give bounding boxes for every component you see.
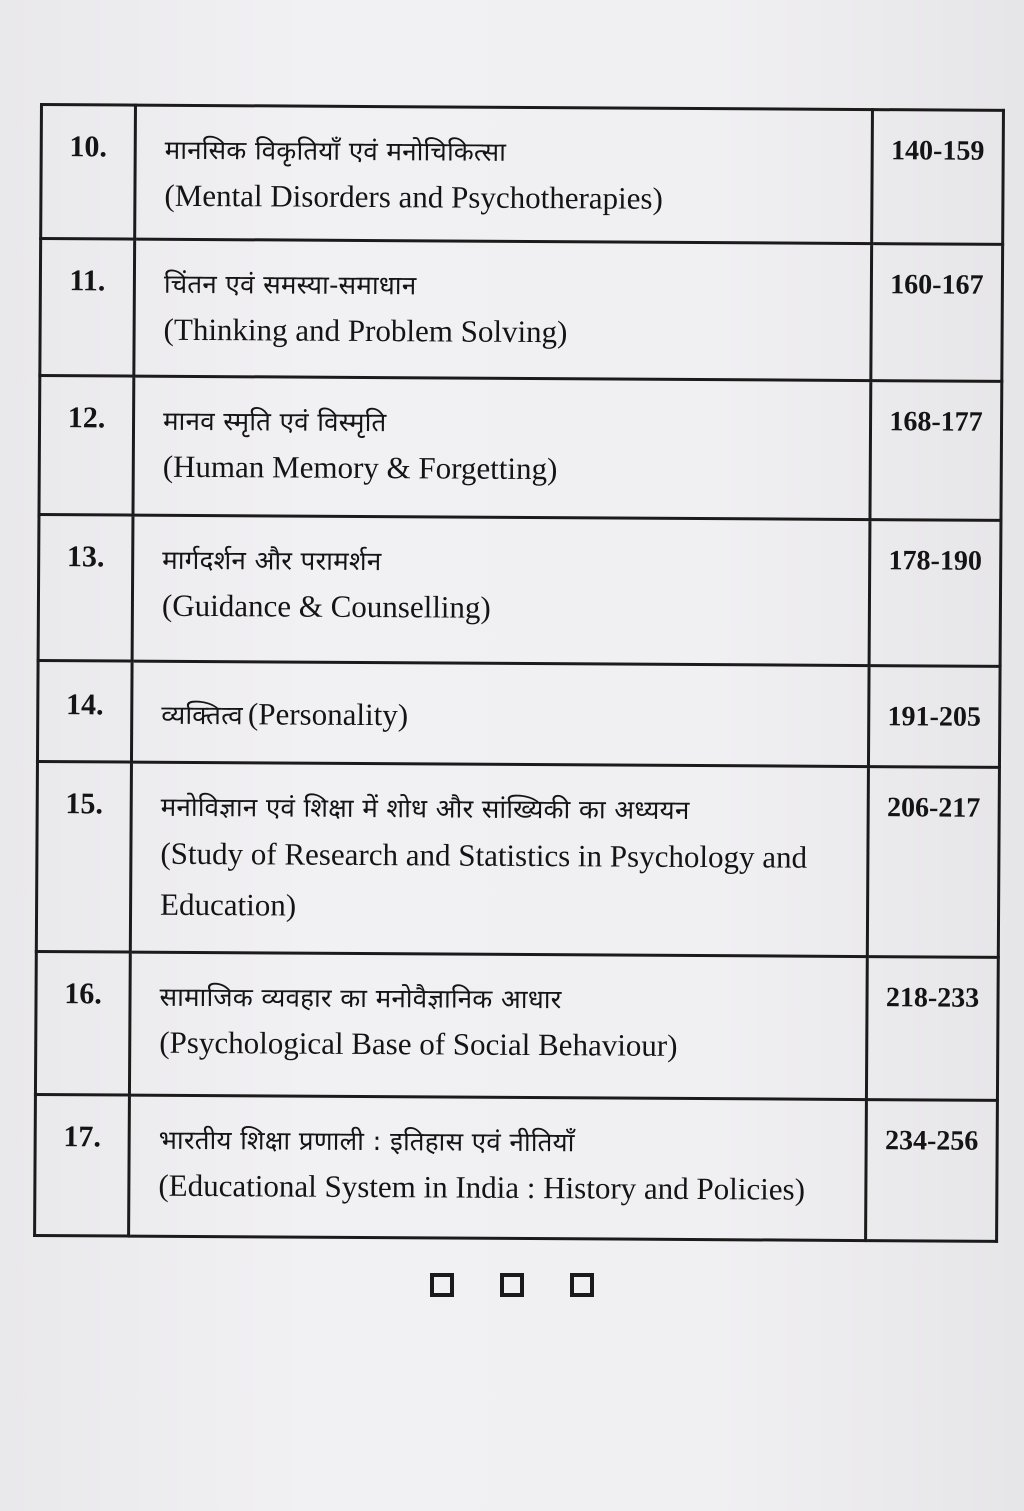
chapter-title-hindi: व्यक्तित्व bbox=[161, 700, 243, 732]
chapter-title-english: (Personality) bbox=[247, 696, 409, 733]
chapter-number: 11. bbox=[40, 239, 135, 377]
toc-row bbox=[41, 105, 1004, 245]
table-of-contents bbox=[33, 103, 1005, 1243]
page-range: 234-256 bbox=[866, 1100, 998, 1242]
toc-row bbox=[37, 660, 1000, 767]
chapter-title-english: (Mental Disorders and Psychotherapies) bbox=[164, 177, 663, 216]
page-range: 206-217 bbox=[867, 767, 999, 958]
page-range: 168-177 bbox=[870, 381, 1002, 521]
chapter-title-english: (Guidance & Counselling) bbox=[161, 587, 491, 625]
page-range: 160-167 bbox=[871, 244, 1003, 382]
chapter-title-hindi: सामाजिक व्यवहार का मनोवैज्ञानिक आधार bbox=[159, 982, 562, 1016]
page-range: 178-190 bbox=[869, 520, 1001, 667]
chapter-title bbox=[132, 515, 870, 665]
chapter-title bbox=[129, 952, 867, 1099]
chapter-title-english: (Psychological Base of Social Behaviour) bbox=[159, 1024, 678, 1063]
chapter-title bbox=[133, 376, 871, 519]
chapter-title-hindi: चिंतन एवं समस्या-समाधान bbox=[163, 269, 417, 302]
chapter-number: 17. bbox=[35, 1094, 130, 1236]
chapter-number: 13. bbox=[38, 515, 133, 662]
toc-row bbox=[35, 951, 998, 1100]
hollow-square-icon bbox=[430, 1273, 454, 1297]
chapter-title bbox=[134, 239, 872, 380]
chapter-number: 12. bbox=[39, 376, 134, 516]
chapter-number: 15. bbox=[36, 761, 131, 952]
hollow-square-icon bbox=[500, 1273, 524, 1297]
toc-row bbox=[40, 239, 1003, 382]
chapter-title bbox=[131, 661, 869, 767]
toc-row bbox=[38, 515, 1001, 667]
chapter-title-english: (Study of Research and Statistics in Psychology and Education) bbox=[160, 835, 808, 923]
chapter-number: 16. bbox=[35, 951, 130, 1095]
page-range: 218-233 bbox=[866, 957, 998, 1101]
chapter-title bbox=[135, 105, 873, 243]
chapter-title-hindi: भारतीय शिक्षा प्रणाली : इतिहास एवं नीतियाँ bbox=[158, 1125, 575, 1159]
chapter-title-hindi: मानव स्मृति एवं विस्मृति bbox=[162, 406, 387, 439]
chapter-title-hindi: मानसिक विकृतियाँ एवं मनोचिकित्सा bbox=[164, 135, 507, 168]
chapter-title-hindi: मार्गदर्शन और परामर्शन bbox=[162, 545, 382, 578]
chapter-number: 10. bbox=[41, 105, 136, 240]
chapter-title-hindi: मनोविज्ञान एवं शिक्षा में शोध और सांख्यिकी का अध्ययन bbox=[160, 792, 690, 826]
toc-row bbox=[39, 376, 1002, 521]
toc-row bbox=[35, 1094, 998, 1241]
hollow-square-icon bbox=[570, 1273, 594, 1297]
chapter-title-english: (Thinking and Problem Solving) bbox=[163, 311, 568, 350]
chapter-title bbox=[130, 762, 868, 956]
chapter-title bbox=[129, 1095, 867, 1240]
page-range: 191-205 bbox=[868, 666, 1000, 768]
toc-row bbox=[36, 761, 999, 957]
chapter-number: 14. bbox=[37, 660, 132, 762]
page-range: 140-159 bbox=[872, 110, 1004, 245]
chapter-title-english: (Educational System in India : History and Policies) bbox=[158, 1167, 806, 1207]
chapter-title-english: (Human Memory & Forgetting) bbox=[162, 448, 558, 487]
end-marks bbox=[0, 1273, 1024, 1297]
